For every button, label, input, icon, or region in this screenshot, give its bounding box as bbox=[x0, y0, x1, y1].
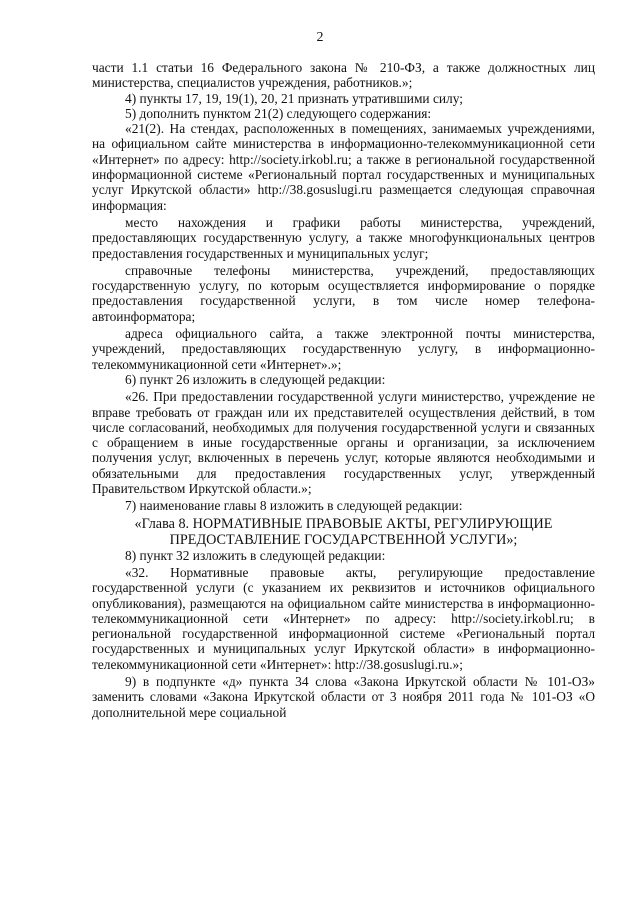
paragraph: место нахождения и графики работы министерства, учреждений, предоставляющих государственную услугу, а также многофункциональных центров предоставления государственных и муниципальных услуг; bbox=[92, 214, 595, 261]
chapter-heading: «Глава 8. НОРМАТИВНЫЕ ПРАВОВЫЕ АКТЫ, РЕГУЛИРУЮЩИЕ ПРЕДОСТАВЛЕНИЕ ГОСУДАРСТВЕННОЙ УСЛУГИ»; bbox=[134, 515, 553, 548]
paragraph: «26. При предоставлении государственной услуги министерство, учреждение не вправе требовать от граждан или их представителей осуществления действий, в том числе согласований, необходимых для получения государственной услуги и связанных с обращением в иные государственные органы и организации, за исключением получения услуг, включенных в перечень услуг, которые являются необходимыми и обязательными для предоставления государственных услуг, утвержденный Правительством Иркутской области.»; bbox=[92, 389, 595, 497]
paragraph: 8) пункт 32 изложить в следующей редакции: bbox=[125, 547, 386, 563]
paragraph: адреса официального сайта, а также электронной почты министерства, учреждений, предоставляющих государственную услугу, в информационно-телекоммуникационной сети «Интернет».»; bbox=[92, 326, 595, 372]
paragraph: 9) в подпункте «д» пункта 34 слова «Закона Иркутской области № 101-ОЗ» заменить словами «Закона Иркутской области от 3 ноября 2011 года № 101-ОЗ «О дополнительной мере социальной bbox=[92, 673, 595, 720]
paragraph: справочные телефоны министерства, учреждений, предоставляющих государственную услугу, по которым осуществляется информирование о порядке предоставления государственной услуги, в том числе номер телефона-автоинформатора; bbox=[92, 262, 595, 324]
page-number: 2 bbox=[316, 30, 324, 45]
paragraph: «21(2). На стендах, расположенных в помещениях, занимаемых учреждениями, на официальном сайте министерства в информационно-телекоммуникационной сети «Интернет» по адресу: http://society.irkobl.ru; а также в региональной государственной информационной системе «Региональный портал государственных и муниципальных услуг Иркутской области» http://38.gosuslugi.ru размещается следующая справочная информация: bbox=[92, 121, 595, 213]
paragraph: 4) пункты 17, 19, 19(1), 20, 21 признать утратившими силу; bbox=[125, 90, 463, 106]
paragraph: «32. Нормативные правовые акты, регулирующие предоставление государственной услуги (с указанием их реквизитов и источников официального опубликования), размещаются на официальном сайте министерства в информационно-телекоммуникационной сети «Интернет» по адресу: http://society.irkobl.ru; в региональной государственной информационной системе «Региональный портал государственных и муниципальных услуг Иркутской области» в информационно-телекоммуникационной сети «Интернет»: http://38.gosuslugi.ru.»; bbox=[92, 564, 595, 672]
paragraph: 5) дополнить пунктом 21(2) следующего содержания: bbox=[125, 105, 432, 121]
paragraph: 6) пункт 26 изложить в следующей редакции: bbox=[125, 371, 386, 387]
document-body bbox=[92, 60, 595, 720]
paragraph: 7) наименование главы 8 изложить в следующей редакции: bbox=[125, 498, 463, 514]
paragraph: части 1.1 статьи 16 Федерального закона № 210-ФЗ, а также должностных лиц министерства, специалистов учреждения, работников.»; bbox=[92, 60, 595, 91]
